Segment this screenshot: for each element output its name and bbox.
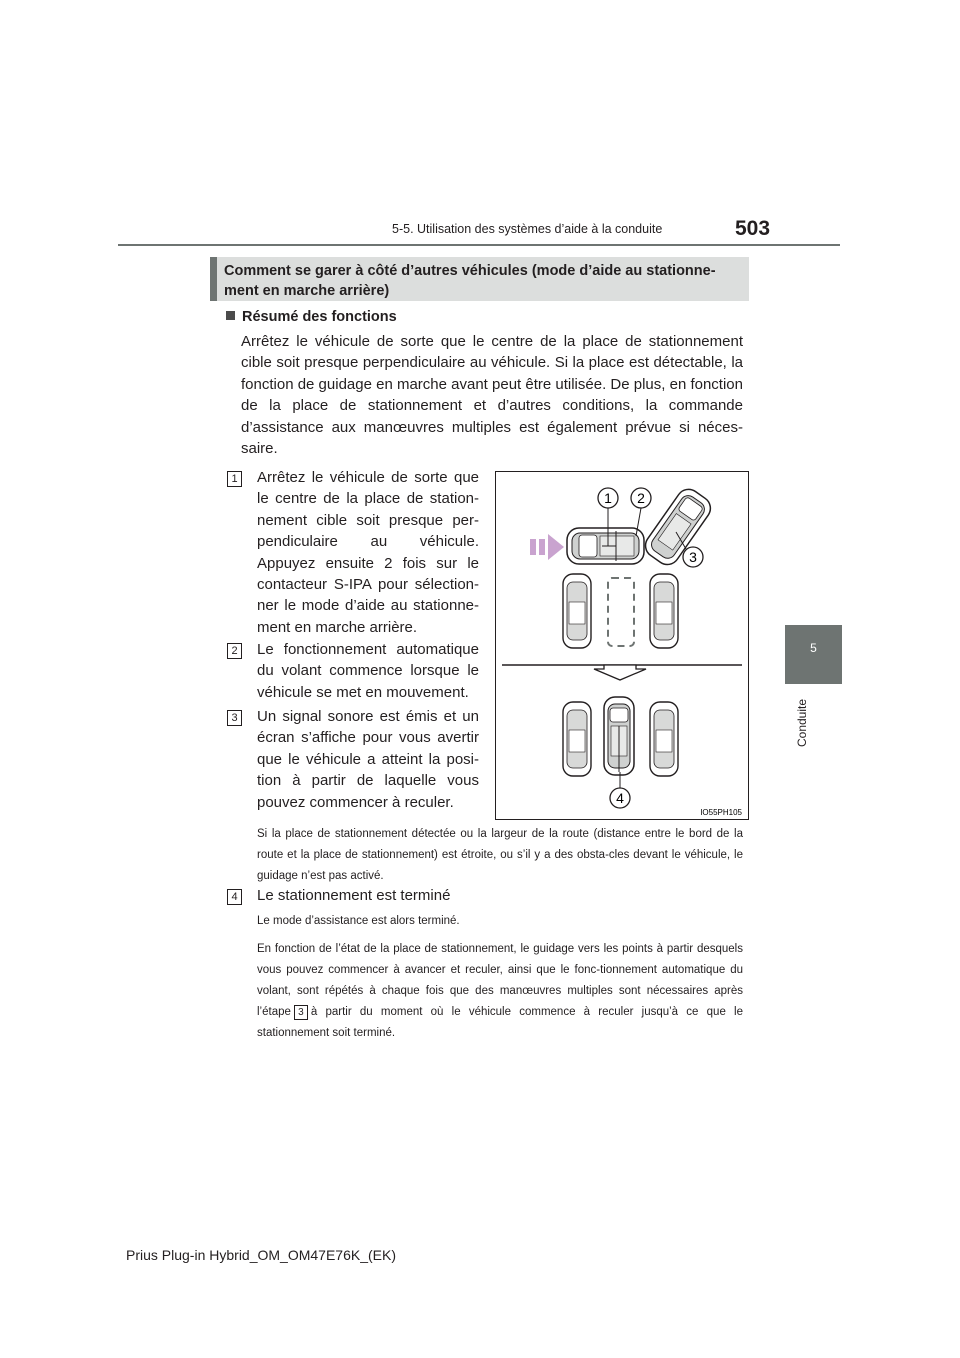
moving-car-icon (567, 528, 644, 564)
page-number: 503 (735, 217, 771, 240)
section-title (224, 261, 746, 301)
step-number-3: 3 (227, 710, 242, 726)
running-head: 5-5. Utilisation des systèmes d’aide à la conduite (392, 222, 663, 236)
step-reference-3: 3 (294, 1005, 308, 1020)
step-2-text: Le fonctionnement automatique du volant commence lorsque le véhicule se met en mouvement. (257, 641, 479, 701)
svg-text:4: 4 (616, 790, 624, 806)
target-parking-space (608, 578, 634, 646)
section-heading-bar (210, 257, 217, 301)
chapter-tab-number: 5 (810, 641, 817, 655)
parked-car-left-top (563, 574, 591, 648)
step-4-note-1: Le mode d’assistance est alors terminé. (257, 915, 460, 927)
step-number-2: 2 (227, 643, 242, 659)
step-number-4: 4 (227, 889, 242, 905)
chapter-tab-label: Conduite (795, 698, 809, 747)
svg-text:2: 2 (637, 490, 645, 506)
square-bullet-icon (226, 311, 235, 320)
section-title-line-2: ment en marche arrière) (224, 283, 390, 299)
svg-text:3: 3 (689, 549, 697, 565)
parking-diagram-svg (496, 472, 748, 819)
step-3-text: Un signal sonore est émis et un écran s’affiche pour vous avertir que le véhicule a atteint la posi-tion à partir de laquelle vous pouvez commencer à reculer. (257, 708, 479, 811)
subsection-title-text: Résumé des fonctions (242, 309, 397, 325)
summary-paragraph: Arrêtez le véhicule de sorte que le centre de la place de stationnement cible soit presque perpendiculaire au véhicule. Si la place est détectable, la fonction de guidage en marche avant peut être utilisée. De plus, en fonction de la place de stationnement et d’autres conditions, la commande d’assistance aux manœuvres multiples est également prévue si néces-saire. (241, 333, 743, 458)
parked-car-right-bottom (650, 702, 678, 776)
parked-car-left-bottom (563, 702, 591, 776)
section-title-line-1: Comment se garer à côté d’autres véhicules (mode d’aide au stationne- (224, 263, 716, 279)
approach-arrow-icon (530, 534, 564, 560)
step-3-note: Si la place de stationnement détectée ou la largeur de la route (distance entre le bord de la route et la place de stationnement) est étroite, ou s’il y a des obsta-cles devant le véhicule, le guidage n’est pas activé. (257, 828, 743, 882)
callout-4 (610, 772, 630, 808)
figure-code: IO55PH105 (700, 808, 742, 817)
step-1-text: Arrêtez le véhicule de sorte que le centre de la place de station-nement cible soit presque per-pendiculaire au véhicule. Appuyez ensuite 2 fois sur le contacteur S-IPA pour sélection-ner le mode d’aide au stationne-ment en marche arrière. (257, 469, 479, 636)
header-rule (118, 244, 840, 246)
footer-manual-id: Prius Plug-in Hybrid_OM_OM47E76K_(EK) (126, 1247, 396, 1263)
down-arrow-icon (594, 665, 646, 680)
parking-diagram (495, 471, 749, 820)
parked-car-right-top (650, 574, 678, 648)
subsection-title (226, 309, 397, 325)
step-4-note-2 (257, 939, 743, 1044)
step-4-note-2-after: à partir du moment où le véhicule commence à reculer jusqu’à ce que le stationnement soit terminé. (257, 1006, 743, 1039)
parked-own-car (604, 697, 634, 775)
step-number-1: 1 (227, 471, 242, 487)
angled-car-icon (641, 485, 715, 570)
step-4-note-2-before: En fonction de l’état de la place de stationnement, le guidage vers les points à partir desquels vous pouvez commencer à avancer et reculer, ainsi que le fonc-tionnement automatique du volant, sont répétés à chaque fois que des manœuvres multiples sont nécessaires après l’étape (257, 943, 743, 1018)
svg-text:1: 1 (604, 490, 612, 506)
step-4-text: Le stationnement est terminé (257, 887, 451, 904)
